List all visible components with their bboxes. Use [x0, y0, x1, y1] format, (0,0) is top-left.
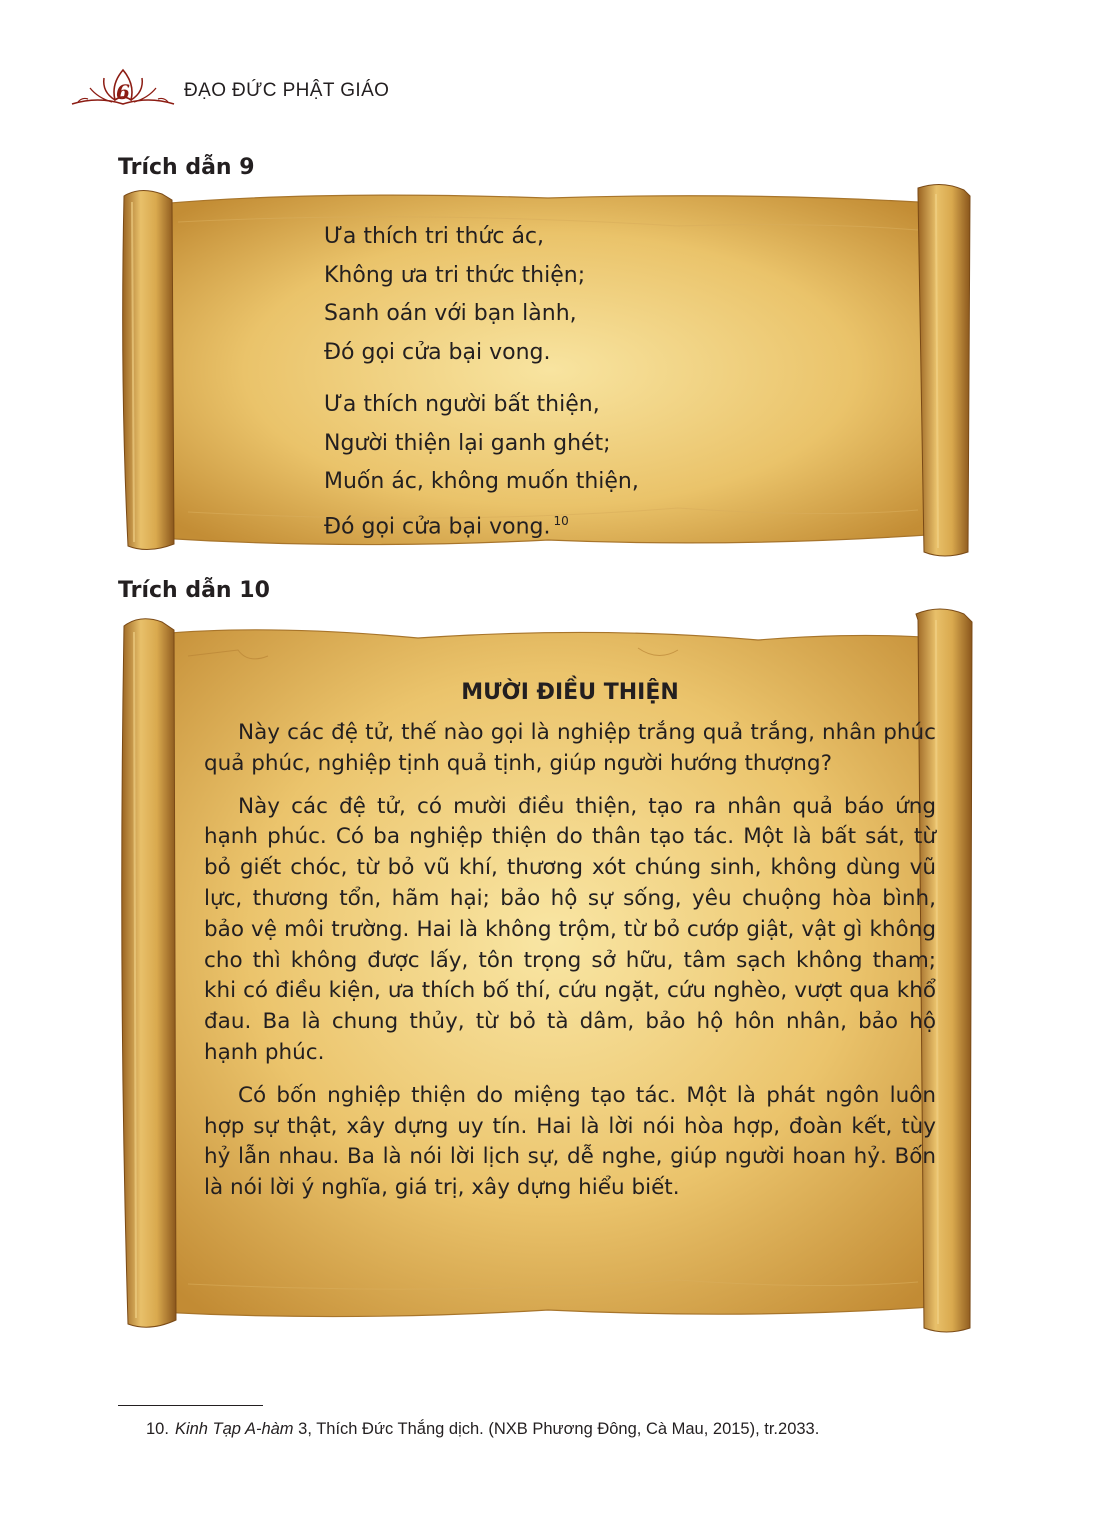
quote-9-scroll [118, 182, 984, 560]
footnote-number: 10. [146, 1420, 169, 1438]
verse-line: Sanh oán với bạn lành, [324, 301, 577, 326]
running-header [68, 66, 408, 110]
quote-9-poem [324, 218, 884, 560]
quote-10-heading: Trích dẫn 10 [118, 578, 270, 603]
quote-9-heading: Trích dẫn 9 [118, 155, 255, 180]
paragraph: Này các đệ tử, thế nào gọi là nghiệp trắng quả trắng, nhân phúc quả phúc, nghiệp tịnh quả tịnh, giúp người hướng thượng? [204, 720, 936, 776]
footnote-divider [118, 1405, 263, 1406]
stanza [324, 218, 884, 372]
verse-line: Đó gọi cửa bại vong. [324, 339, 551, 365]
running-title: ĐẠO ĐỨC PHẬT GIÁO [184, 80, 390, 101]
footnote-source-title: Kinh Tạp A-hàm [174, 1420, 294, 1438]
verse-line-text: Đó gọi cửa bại vong. [324, 513, 551, 539]
footnote [146, 1420, 819, 1439]
verse-line: Muốn ác, không muốn thiện, [324, 469, 639, 494]
verse-line: Không ưa tri thức thiện; [324, 262, 586, 288]
verse-line: Người thiện lại ganh ghét; [324, 430, 611, 456]
quote-10-title: MƯỜI ĐIỀU THIỆN [461, 680, 679, 705]
stanza [324, 386, 884, 546]
footnote-citation: 3, Thích Đức Thắng dịch. (NXB Phương Đông, Cà Mau, 2015), tr.2033. [293, 1420, 820, 1438]
verse-line: Ưa thích người bất thiện, [324, 392, 600, 417]
quote-10-scroll [118, 604, 984, 1336]
verse-line: Ưa thích tri thức ác, [324, 224, 545, 249]
page-number: 6 [116, 80, 130, 104]
paragraph: Có bốn nghiệp thiện do miệng tạo tác. Một là phát ngôn luôn hợp sự thật, xây dựng uy tín. Hai là lời nói hòa hợp, đoàn kết, tùy hỷ lẫn nhau. Ba là nói lời lịch sự, dễ nghe, giúp người hoan hỷ. Bốn là nói lời ý nghĩa, giá trị, xây dựng hiểu biết. [204, 1082, 936, 1201]
paragraph: Này các đệ tử, có mười điều thiện, tạo ra nhân quả báo ứng hạnh phúc. Có ba nghiệp thiện do thân tạo tác. Một là bất sát, từ bỏ giết chóc, từ bỏ vũ khí, thương xót chúng sinh, không dùng vũ lực, thương tổn, hãm hại; bảo hộ sự sống, yêu chuộng hòa bình, bảo vệ môi trường. Hai là không trộm, từ bỏ cướp giật, vật gì không cho thì không được lấy, tôn trọng sở hữu, tâm sạch không tham; khi có điều kiện, ưa thích bố thí, cứu ngặt, cứu nghèo, vượt qua khổ đau. Ba là chung thủy, từ bỏ tà dâm, bảo hộ hôn nhân, bảo hộ hạnh phúc. [204, 793, 936, 1065]
verse-line-with-footnote [324, 502, 884, 547]
footnote-reference[interactable]: 10 [553, 513, 569, 528]
quote-10-text [204, 676, 936, 1216]
